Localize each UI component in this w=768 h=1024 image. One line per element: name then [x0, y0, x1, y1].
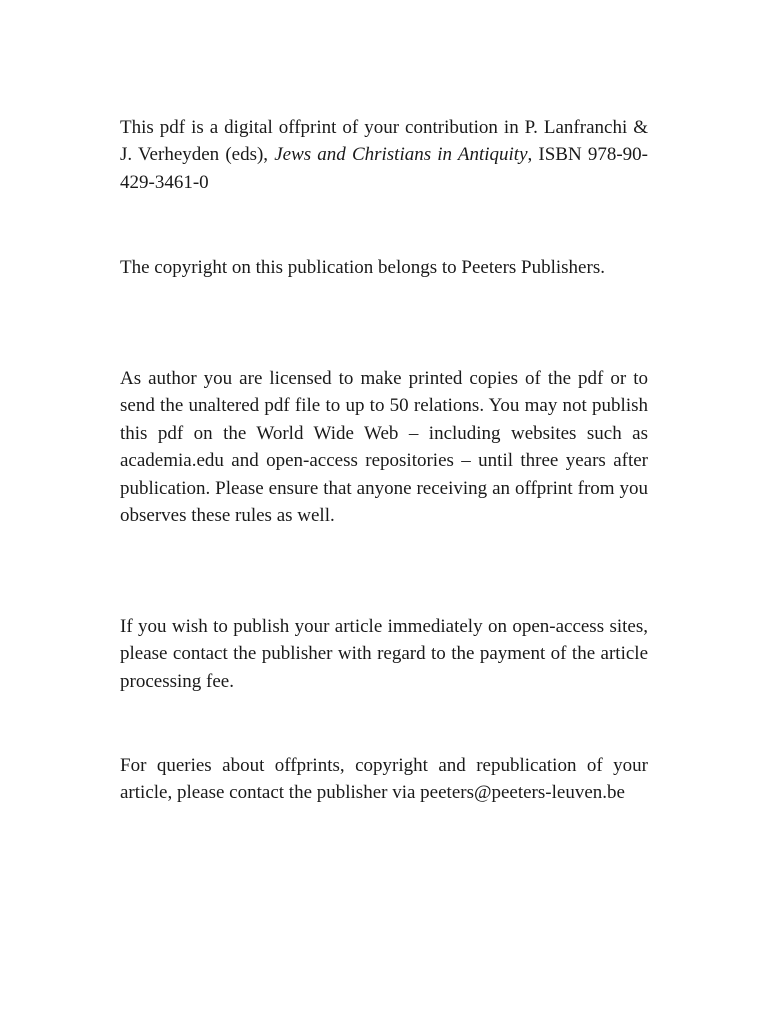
offprint-notice-text: This pdf is a digital offprint of your contribution in P. Lanfranchi & J. Verheyden (eds), [120, 117, 648, 166]
open-access-paragraph: If you wish to publish your article immediately on open-access sites, please contact the publisher with regard to the payment of the article processing fee. [120, 616, 648, 692]
license-paragraph: As author you are licensed to make printed copies of the pdf or to send the unaltered pdf file to up to 50 relations. You may not publish this pdf on the World Wide Web – including websites such as academia.edu and open-access repositories – until three years after publication. Please ensure that anyone receiving an offprint from you observes these rules as well. [120, 368, 648, 527]
contact-paragraph: For queries about offprints, copyright and republication of your article, please contact the publisher via peeters@peeters-leuven.be [120, 755, 648, 804]
book-title: Jews and Christians in Antiquity [274, 144, 528, 166]
copyright-paragraph: The copyright on this publication belongs to Peeters Publishers. [120, 257, 605, 278]
offprint-notice-paragraph [120, 114, 648, 196]
isbn-text: , ISBN 978-90-429-3461-0 [120, 144, 648, 193]
